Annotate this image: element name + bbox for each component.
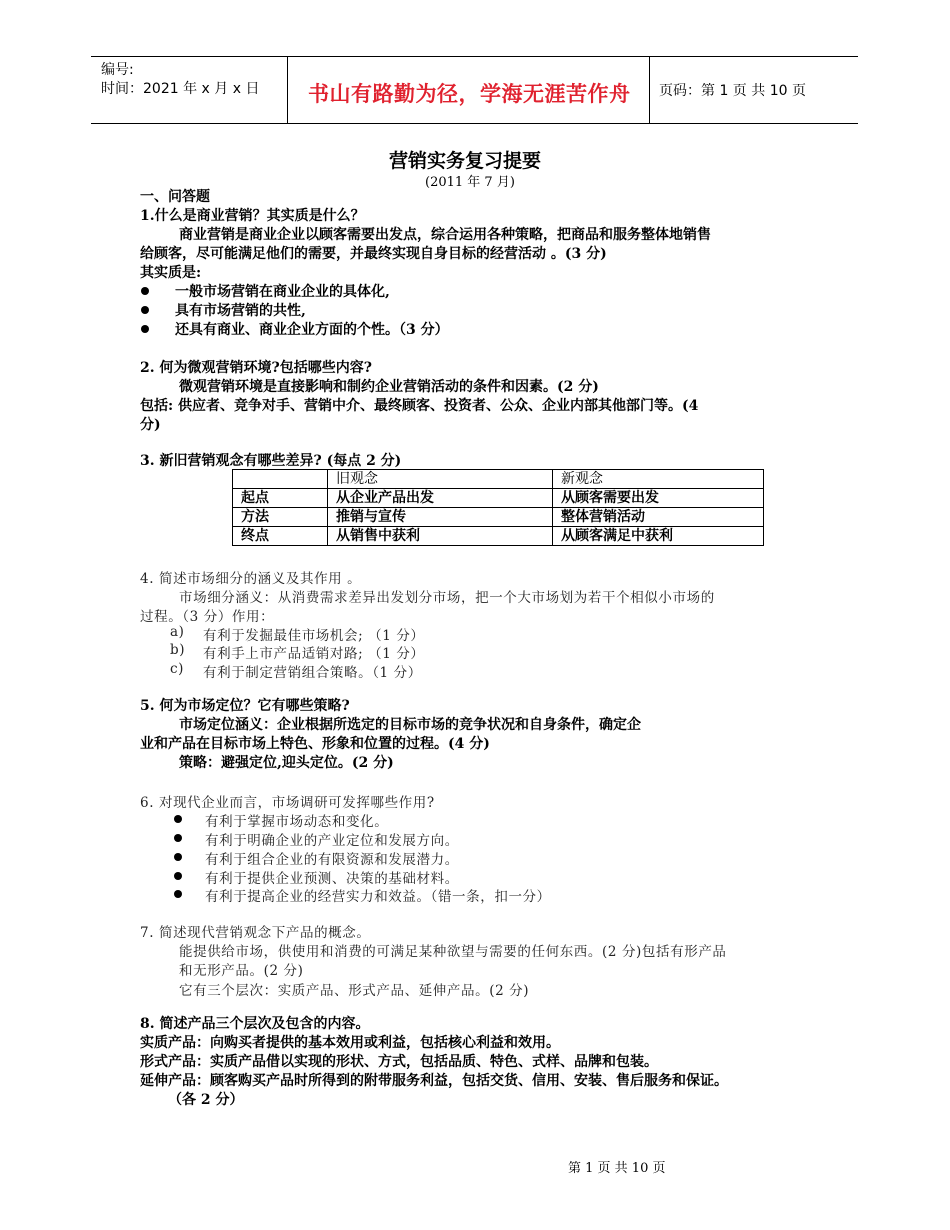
table-row xyxy=(233,527,764,546)
list-item: 还具有商业、商业企业方面的个性。（3 分） xyxy=(175,322,449,338)
table-cell: 整体营销活动 xyxy=(553,508,764,527)
table-cell: 终点 xyxy=(233,527,328,546)
list-item: 有利于发掘最佳市场机会; （1 分） xyxy=(203,628,425,644)
table-cell: 推销与宣传 xyxy=(328,508,553,527)
list-item: 一般市场营销在商业企业的具体化, xyxy=(175,284,390,300)
page-title: 营销实务复习提要 xyxy=(389,150,542,172)
q4-line: 市场细分涵义：从消费需求差异出发划分市场，把一个大市场划为若干个相似小市场的 xyxy=(179,590,715,606)
header-number-label: 编号: xyxy=(101,62,134,78)
header-divider xyxy=(649,57,650,123)
q2-includes-line: 包括: 供应者、竞争对手、营销中介、最终顾客、投资者、公众、企业内部其他部门等。(4 xyxy=(140,398,699,414)
bullet-icon xyxy=(174,890,182,898)
q7-question: 7. 简述现代营销观念下产品的概念。 xyxy=(140,925,371,941)
list-item: 有利于提供企业预测、决策的基础材料。 xyxy=(205,871,459,887)
q8-line: 延伸产品：顾客购买产品时所得到的附带服务利益，包括交货、信用、安装、售后服务和保证。 xyxy=(140,1073,728,1089)
list-item: 有利手上市产品适销对路; （1 分） xyxy=(203,646,425,662)
q4-question: 4. 简述市场细分的涵义及其作用 。 xyxy=(140,571,362,587)
list-item: 有利于提高企业的经营实力和效益。（错一条，扣一分） xyxy=(205,889,551,905)
q4-line: 过程。（3 分）作用： xyxy=(140,609,275,625)
bullet-icon xyxy=(174,872,182,880)
q1-question: 1.什么是商业营销？其实质是什么？ xyxy=(140,208,365,224)
table-row xyxy=(233,489,764,508)
q8-line: 实质产品：向购买者提供的基本效用或利益，包括核心利益和效用。 xyxy=(140,1035,560,1051)
bullet-icon xyxy=(141,306,149,314)
q5-question: 5. 何为市场定位？它有哪些策略? xyxy=(140,698,350,714)
q5-line: 业和产品在目标市场上特色、形象和位置的过程。(4 分) xyxy=(140,736,490,752)
header-page-code: 页码：第 1 页 共 10 页 xyxy=(659,83,806,99)
header-time-label: 时间：2021 年 x 月 x 日 xyxy=(101,81,260,97)
q2-includes-line: 分) xyxy=(140,417,161,433)
q2-question: 2. 何为微观营销环境?包括哪些内容? xyxy=(140,360,372,376)
bullet-icon xyxy=(174,834,182,842)
table-header-row xyxy=(233,470,764,489)
list-marker: b) xyxy=(170,642,186,658)
q8-line: （各 2 分） xyxy=(168,1092,244,1108)
list-item: 有利于掌握市场动态和变化。 xyxy=(205,814,389,830)
q8-line: 形式产品：实质产品借以实现的形状、方式，包括品质、特色、式样、品牌和包装。 xyxy=(140,1054,658,1070)
table-row xyxy=(233,508,764,527)
table-cell: 从企业产品出发 xyxy=(328,489,553,508)
page-footer: 第 1 页 共 10 页 xyxy=(568,1161,666,1176)
table-cell: 从顾客需要出发 xyxy=(553,489,764,508)
q1-essence-label: 其实质是: xyxy=(140,265,202,281)
q7-line: 能提供给市场，供使用和消费的可满足某种欲望与需要的任何东西。(2 分)包括有形产品 xyxy=(179,944,727,960)
q1-answer-line: 商业营销是商业企业以顾客需要出发点，综合运用各种策略，把商品和服务整体地销售 xyxy=(179,227,711,243)
bullet-icon xyxy=(174,815,182,823)
table-cell: 方法 xyxy=(233,508,328,527)
header-divider xyxy=(287,57,288,123)
document-date: (2011 年 7 月) xyxy=(425,175,515,190)
comparison-table xyxy=(232,469,764,546)
header-motto: 书山有路勤为径，学海无涯苦作舟 xyxy=(308,82,631,106)
q6-question: 6. 对现代企业而言，市场调研可发挥哪些作用? xyxy=(140,795,435,811)
list-marker: c) xyxy=(170,661,185,677)
list-item: 有利于制定营销组合策略。（1 分） xyxy=(203,665,422,681)
bullet-icon xyxy=(174,853,182,861)
list-item: 有利于明确企业的产业定位和发展方向。 xyxy=(205,833,459,849)
table-cell: 从销售中获利 xyxy=(328,527,553,546)
q7-line: 和无形产品。(2 分) xyxy=(179,963,304,979)
table-cell: 起点 xyxy=(233,489,328,508)
q7-line: 它有三个层次：实质产品、形式产品、延伸产品。(2 分) xyxy=(179,983,530,999)
q5-line: 策略：避强定位,迎头定位。(2 分) xyxy=(179,755,394,771)
table-header-cell: 新观念 xyxy=(553,470,764,489)
list-marker: a) xyxy=(170,624,185,640)
list-item: 有利于组合企业的有限资源和发展潜力。 xyxy=(205,852,459,868)
q3-question: 3. 新旧营销观念有哪些差异? (每点 2 分) xyxy=(140,453,402,469)
bullet-icon xyxy=(141,287,149,295)
q8-question: 8. 简述产品三个层次及包含的内容。 xyxy=(140,1016,370,1032)
section-heading: 一、问答题 xyxy=(140,189,210,205)
table-cell: 从顾客满足中获利 xyxy=(553,527,764,546)
q2-answer: 微观营销环境是直接影响和制约企业营销活动的条件和因素。(2 分) xyxy=(179,379,599,395)
bullet-icon xyxy=(141,325,149,333)
q1-answer-line: 给顾客，尽可能满足他们的需要，并最终实现自身目标的经营活动 。(3 分) xyxy=(140,246,607,262)
table-header-cell: 旧观念 xyxy=(328,470,553,489)
list-item: 具有市场营销的共性, xyxy=(175,303,306,319)
q5-line: 市场定位涵义：企业根据所选定的目标市场的竞争状况和自身条件，确定企 xyxy=(179,717,641,733)
table-cell xyxy=(233,470,328,489)
